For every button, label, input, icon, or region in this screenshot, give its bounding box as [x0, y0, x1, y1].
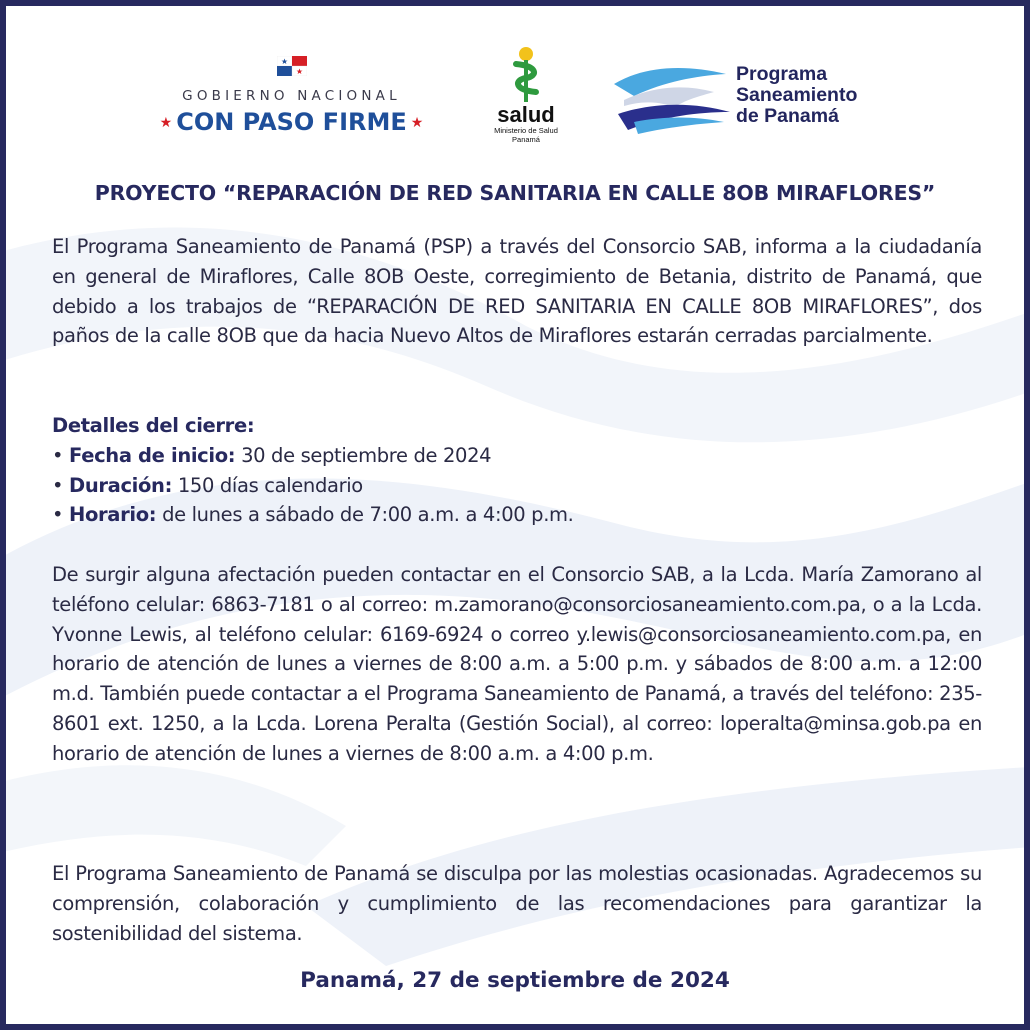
- detail-value: 150 días calendario: [172, 473, 363, 497]
- psp-line2: Saneamiento: [736, 84, 858, 106]
- header-logos: [6, 46, 1024, 156]
- dolphin-logo-icon: [614, 56, 734, 136]
- minsa-salud-logo: [484, 46, 568, 144]
- intro-paragraph: El Programa Saneamiento de Panamá (PSP) a través del Consorcio SAB, informa a la ciudadanía en general de Miraflores, Calle 8OB Oeste, corregimiento de Betania, distrito de Panamá, que debido a los trabajos de “REPARACIÓN DE RED SANITARIA EN CALLE 8OB MIRAFLORES”, dos paños de la calle 8OB que da hacia Nuevo Altos de Miraflores estarán cerradas parcialmente.: [52, 235, 982, 348]
- psp-logo: [614, 56, 914, 136]
- detail-item: • Horario: de lunes a sábado de 7:00 a.m. a 4:00 p.m.: [52, 503, 574, 527]
- panama-flag-icon: [277, 56, 307, 76]
- psp-line1: Programa: [736, 63, 828, 85]
- detail-label: Horario:: [69, 503, 157, 527]
- star-icon: ★: [410, 115, 424, 131]
- closure-details: [52, 411, 982, 530]
- closing-paragraph: El Programa Saneamiento de Panamá se disculpa por las molestias ocasionadas. Agradecemos su comprensión, colaboración y cumplimiento de las recomendaciones para garantizar la sostenibilidad del sistema.: [52, 862, 982, 945]
- salud-name: salud: [497, 102, 555, 127]
- salud-sub1: Ministerio de Salud: [494, 126, 558, 135]
- detail-value: 30 de septiembre de 2024: [235, 443, 492, 467]
- salud-sub2: Panamá: [512, 135, 540, 144]
- detail-item: • Duración: 150 días calendario: [52, 473, 363, 497]
- page-title: PROYECTO “REPARACIÓN DE RED SANITARIA EN CALLE 8OB MIRAFLORES”: [94, 181, 936, 205]
- gobierno-line2-wrap: [144, 108, 439, 136]
- gobierno-line2: CON PASO FIRME: [176, 108, 407, 136]
- psp-line3: de Panamá: [736, 105, 839, 127]
- details-heading: Detalles del cierre:: [52, 414, 255, 437]
- contact-paragraph: De surgir alguna afectación pueden contactar en el Consorcio SAB, a la Lcda. María Zamorano al teléfono celular: 6863-7181 o al correo: m.zamorano@consorciosaneamiento.com.pa, o a la Lcda. Yvonne Lewis, al teléfono celular: 6169-6924 o correo y.lewis@consorciosaneamiento.com.pa, en horario de atención de lunes a viernes de 8:00 a.m. a 5:00 p.m. y sábados de 8:00 a.m. a 12:00 m.d. También puede contactar a el Programa Saneamiento de Panamá, a través del teléfono: 235-8601 ext. 1250, a la Lcda. Lorena Peralta (Gestión Social), al correo: loperalta@minsa.gob.pa en horario de atención de lunes a viernes de 8:00 a.m. a 4:00 p.m.: [52, 563, 982, 765]
- detail-label: Duración:: [69, 473, 173, 497]
- gobierno-line1: GOBIERNO NACIONAL: [182, 88, 401, 104]
- detail-item: • Fecha de inicio: 30 de septiembre de 2024: [52, 443, 492, 467]
- date-line: Panamá, 27 de septiembre de 2024: [300, 968, 730, 993]
- psp-logo-text: [736, 64, 857, 127]
- salud-caduceus-icon: [506, 46, 546, 104]
- star-icon: ★: [159, 115, 173, 131]
- detail-label: Fecha de inicio:: [69, 443, 236, 467]
- gobierno-nacional-logo: [144, 56, 439, 136]
- detail-value: de lunes a sábado de 7:00 a.m. a 4:00 p.m.: [156, 503, 574, 527]
